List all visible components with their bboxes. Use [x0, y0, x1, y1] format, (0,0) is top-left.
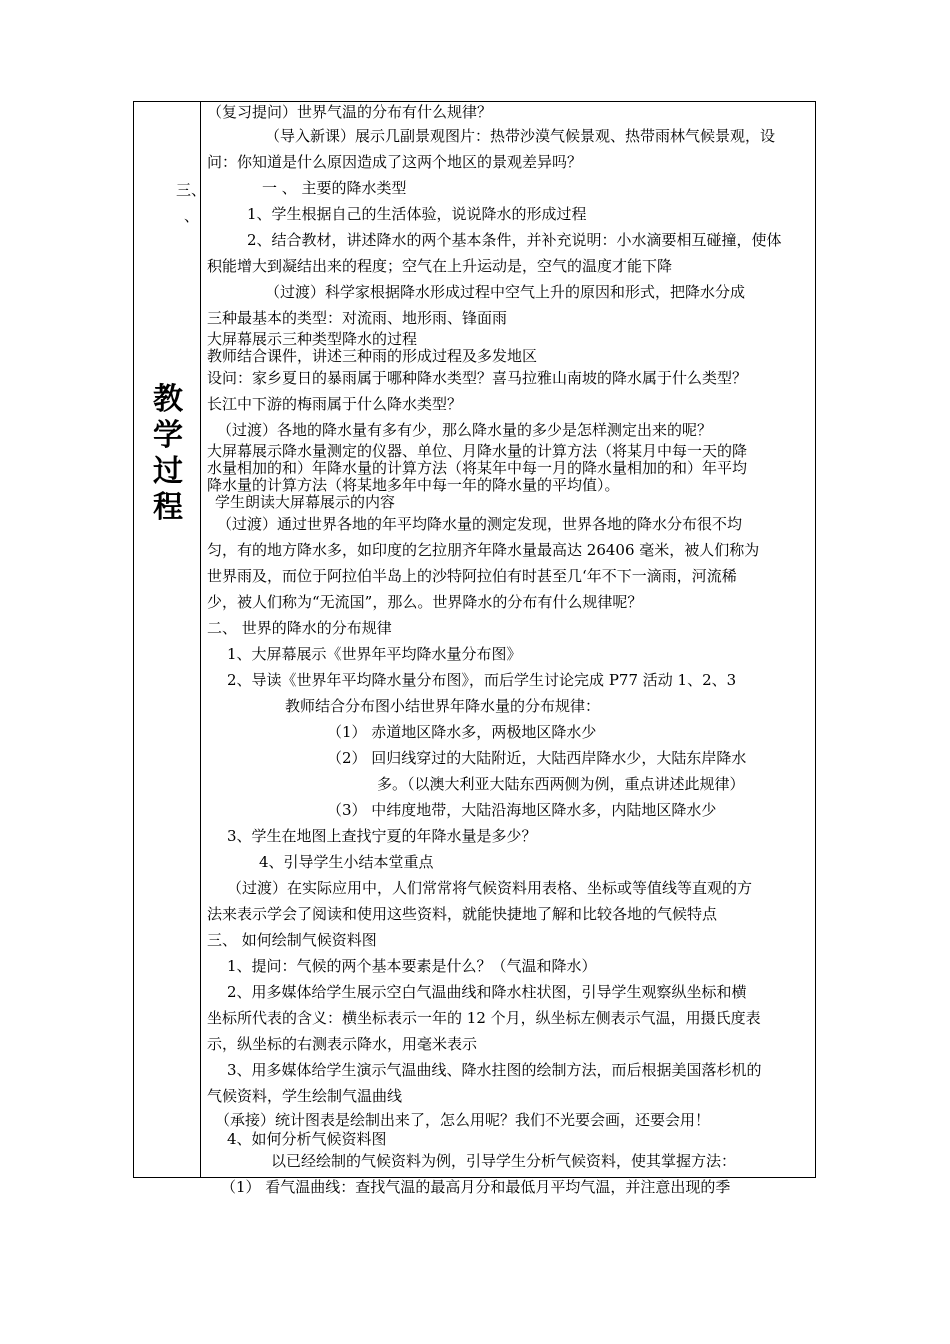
content-line: 4、如何分析气候资料图 — [227, 1130, 387, 1148]
content-line: （复习提问）世界气温的分布有什么规律？ — [207, 103, 493, 121]
content-line: 问：你知道是什么原因造成了这两个地区的景观差异吗？ — [207, 153, 583, 171]
content-line: 2、用多媒体给学生展示空白气温曲线和降水柱状图，引导学生观察纵坐标和横 — [227, 983, 747, 1001]
content-line: 水量相加的和）年降水量的计算方法（将某年中每一月的降水量相加的和）年平均 — [207, 459, 748, 477]
content-line: 以已经绘制的气候资料为例，引导学生分析气候资料，使其掌握方法： — [271, 1152, 737, 1170]
content-line: 4、引导学生小结本堂重点 — [259, 853, 434, 871]
content-line: 1、提问：气候的两个基本要素是什么？（气温和降水） — [227, 957, 597, 975]
content-line: 大屏幕展示三种类型降水的过程 — [207, 330, 418, 348]
content-line: 3、学生在地图上查找宁夏的年降水量是多少？ — [227, 827, 537, 845]
content-line: 二、 世界的降水的分布规律 — [207, 619, 392, 637]
content-line: 三、 如何绘制气候资料图 — [207, 931, 377, 949]
side-label-char: 教 — [153, 382, 183, 417]
side-mark: 、 — [184, 207, 200, 225]
content-line: 示，纵坐标的右测表示降水，用毫米表示 — [207, 1035, 478, 1053]
content-line: 长江中下游的梅雨属于什么降水类型？ — [207, 395, 463, 413]
content-line: （承接）统计图表是绘制出来了，怎么用呢？我们不光要会画，还要会用！ — [215, 1111, 711, 1129]
content-line: 降水量的计算方法（将某地多年中每一年的降水量的平均值）。 — [207, 476, 620, 494]
content-line: （过渡）通过世界各地的年平均降水量的测定发现，世界各地的降水分布很不均 — [217, 515, 743, 533]
content-line: 坐标所代表的含义：横坐标表示一年的 12 个月，纵坐标左侧表示气温，用摄氏度表 — [207, 1009, 761, 1027]
content-line: 3、用多媒体给学生演示气温曲线、降水拄图的绘制方法，而后根据美国落杉机的 — [227, 1061, 762, 1079]
content-line: 大屏幕展示降水量测定的仪器、单位、月降水量的计算方法（将某月中每一天的降 — [207, 442, 748, 460]
content-line: 三种最基本的类型：对流雨、地形雨、锋面雨 — [207, 309, 508, 327]
content-line: 一 、 主要的降水类型 — [262, 179, 407, 197]
content-line: 气候资料，学生绘制气温曲线 — [207, 1087, 403, 1105]
content-line: 法来表示学会了阅读和使用这些资料，就能快捷地了解和比较各地的气候特点 — [207, 905, 718, 923]
content-line: 学生朗读大屏幕展示的内容 — [215, 493, 396, 511]
content-line: （过渡）各地的降水量有多有少，那么降水量的多少是怎样测定出来的呢？ — [217, 421, 713, 439]
content-line: 教师结合分布图小结世界年降水量的分布规律： — [285, 697, 601, 715]
content-line: （1） 看气温曲线：查找气温的最高月分和最低月平均气温，并注意出现的季 — [221, 1178, 731, 1196]
side-label-char: 程 — [153, 490, 183, 525]
content-line: （2） 回归线穿过的大陆附近，大陆西岸降水少，大陆东岸降水 — [327, 749, 747, 767]
lesson-content — [207, 101, 809, 1200]
content-line: 世界雨及，而位于阿拉伯半岛上的沙特阿拉伯有时甚至几‘年不下一滴雨，河流稀 — [207, 567, 737, 585]
column-divider — [200, 101, 201, 1178]
content-line: 1、大屏幕展示《世界年平均降水量分布图》 — [227, 645, 522, 663]
section-label-teaching-process — [150, 382, 186, 526]
content-line: 积能增大到凝结出来的程度；空气在上升运动是，空气的温度才能下降 — [207, 257, 673, 275]
content-line: 2、导读《世界年平均降水量分布图》，而后学生讨论完成 P77 活动 1、2、3 — [227, 671, 737, 689]
content-line: 多。（以澳大利亚大陆东西两侧为例，重点讲述此规律） — [377, 775, 745, 793]
content-line: （过渡）在实际应用中，人们常常将气候资料用表格、坐标或等值线等直观的方 — [227, 879, 753, 897]
content-line: （导入新课）展示几副景观图片：热带沙漠气候景观、热带雨林气候景观，设 — [265, 127, 776, 145]
content-line: （3） 中纬度地带，大陆沿海地区降水多，内陆地区降水少 — [327, 801, 717, 819]
side-label-char: 学 — [153, 418, 183, 453]
content-line: 2、结合教材，讲述降水的两个基本条件，并补充说明：小水滴要相互碰撞，使体 — [247, 231, 782, 249]
content-line: （1） 赤道地区降水多，两极地区降水少 — [327, 723, 597, 741]
content-line: （过渡）科学家根据降水形成过程中空气上升的原因和形式，把降水分成 — [265, 283, 746, 301]
side-mark: 三、 — [176, 181, 207, 199]
content-line: 少，被人们称为“无流国”，那么。世界降水的分布有什么规律呢？ — [207, 593, 643, 611]
content-line: 教师结合课件，讲述三种雨的形成过程及多发地区 — [207, 347, 538, 365]
side-label-char: 过 — [153, 454, 183, 489]
content-line: 1、学生根据自己的生活体验，说说降水的形成过程 — [247, 205, 587, 223]
content-line: 设问：家乡夏日的暴雨属于哪种降水类型？喜马拉雅山南坡的降水属于什么类型？ — [207, 369, 748, 387]
content-line: 匀，有的地方降水多，如印度的乞拉朋齐年降水量最高达 26406 毫米，被人们称为 — [207, 541, 760, 559]
